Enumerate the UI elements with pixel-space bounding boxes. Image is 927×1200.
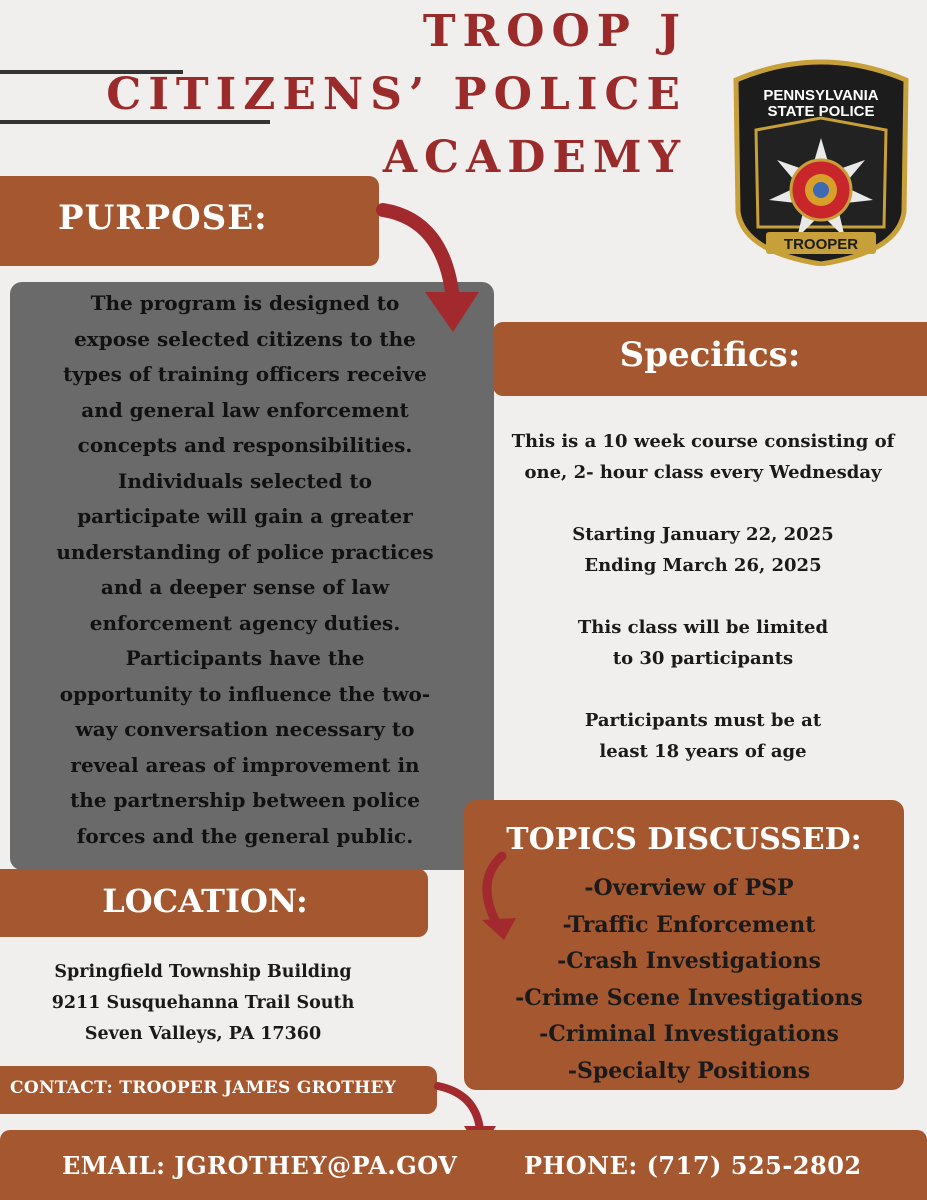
specifics-course-line-1: This is a 10 week course consisting of xyxy=(511,431,895,452)
location-heading-banner xyxy=(0,869,428,937)
purpose-line: Individuals selected to xyxy=(118,468,372,493)
specifics-heading-banner xyxy=(493,322,927,396)
topic-item: -Traffic Enforcement xyxy=(562,911,816,938)
topic-item: -Crime Scene Investigations xyxy=(515,984,863,1011)
purpose-line: enforcement agency duties. xyxy=(89,610,401,635)
specifics-course-line-2: one, 2- hour class every Wednesday xyxy=(524,462,882,483)
specifics-text xyxy=(493,426,913,767)
curved-arrow-icon xyxy=(375,200,485,335)
specifics-limit-line-1: This class will be limited xyxy=(577,617,829,638)
specifics-heading: Specifics: xyxy=(619,335,801,375)
specifics-age-line-1: Participants must be at xyxy=(584,710,822,731)
purpose-text xyxy=(10,286,480,854)
topics-box xyxy=(464,800,904,1090)
purpose-line: expose selected citizens to the xyxy=(74,326,416,351)
topics-heading: TOPICS DISCUSSED: xyxy=(506,822,862,857)
page-title xyxy=(106,4,687,186)
contact-label: CONTACT: TROOPER JAMES GROTHEY xyxy=(10,1078,397,1098)
purpose-line: reveal areas of improvement in xyxy=(70,752,420,777)
purpose-line: Participants have the xyxy=(125,646,365,670)
purpose-line: The program is designed to xyxy=(90,291,400,315)
topics-list xyxy=(464,870,914,1089)
purpose-heading-banner xyxy=(0,176,379,266)
purpose-line: types of training officers receive xyxy=(63,362,427,386)
contact-email: EMAIL: JGROTHEY@PA.GOV xyxy=(62,1151,458,1180)
contact-banner xyxy=(0,1066,437,1114)
purpose-line: forces and the general public. xyxy=(76,823,414,848)
purpose-line: opportunity to influence the two- xyxy=(59,681,431,706)
topic-item: -Crash Investigations xyxy=(557,948,821,974)
specifics-end-date: Ending March 26, 2025 xyxy=(584,555,822,576)
purpose-line: participate will gain a greater xyxy=(77,504,413,528)
title-line-1: TROOP J xyxy=(422,6,687,57)
title-line-3: ACADEMY xyxy=(382,132,687,183)
topic-item: -Overview of PSP xyxy=(584,875,794,901)
curved-arrow-icon xyxy=(468,852,528,942)
location-address xyxy=(0,957,406,1050)
purpose-line: the partnership between police xyxy=(70,788,420,812)
location-city: Seven Valleys, PA 17360 xyxy=(84,1024,322,1044)
contact-bar xyxy=(0,1130,927,1200)
badge-bottom-text: TROOPER xyxy=(783,236,859,253)
purpose-line: understanding of police practices xyxy=(56,539,434,564)
topic-item: -Criminal Investigations xyxy=(539,1021,839,1047)
purpose-line: and general law enforcement xyxy=(81,397,409,422)
purpose-line: way conversation necessary to xyxy=(75,717,415,741)
badge-top-text: PENNSYLVANIA xyxy=(763,87,879,104)
location-building: Springfield Township Building xyxy=(54,962,352,982)
title-line-2: CITIZENS’ POLICE xyxy=(106,69,687,120)
specifics-limit-line-2: to 30 participants xyxy=(612,648,794,669)
topic-item: -Specialty Positions xyxy=(567,1057,811,1084)
specifics-start-date: Starting January 22, 2025 xyxy=(572,524,834,545)
purpose-line: and a deeper sense of law xyxy=(100,575,390,599)
contact-phone: PHONE: (717) 525-2802 xyxy=(524,1151,862,1180)
purpose-line: concepts and responsibilities. xyxy=(77,433,413,457)
state-police-badge xyxy=(728,52,914,266)
location-street: 9211 Susquehanna Trail South xyxy=(51,993,355,1013)
purpose-heading: PURPOSE: xyxy=(58,198,268,238)
location-heading: LOCATION: xyxy=(102,882,308,920)
specifics-age-line-2: least 18 years of age xyxy=(599,741,807,762)
badge-mid-text: STATE POLICE xyxy=(767,103,875,120)
